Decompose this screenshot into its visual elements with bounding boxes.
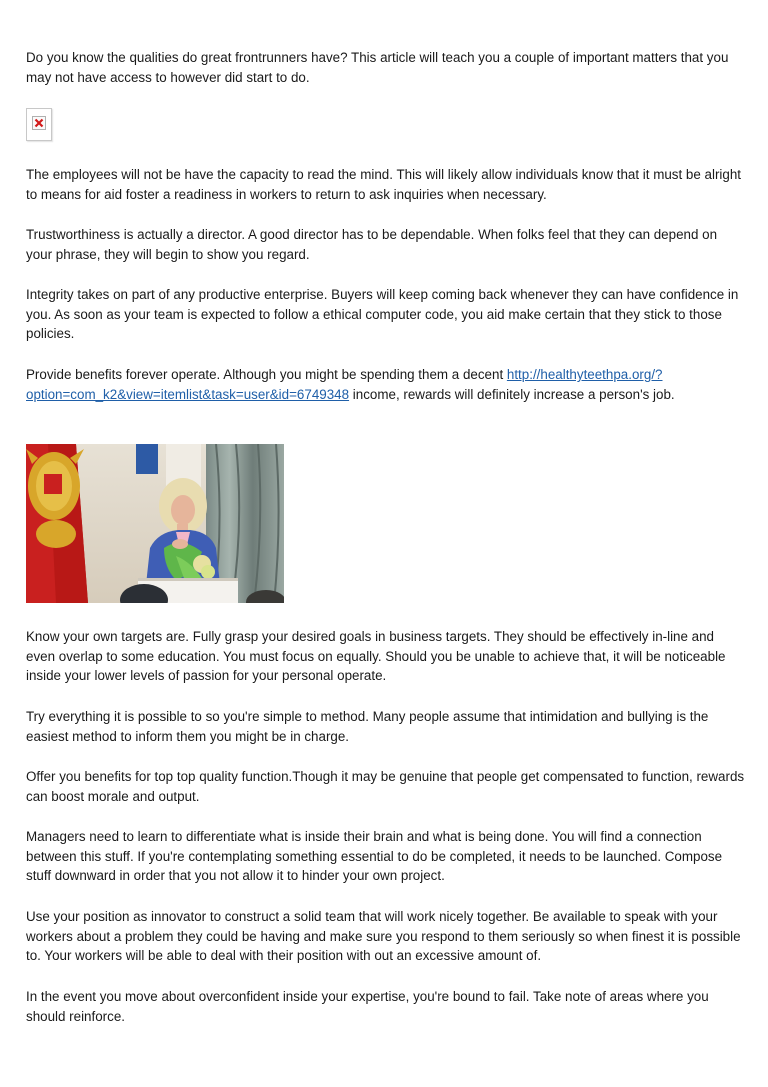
paragraph-quality-function: Offer you benefits for top top quality function.Though it may be genuine that people get compensated to function, rewards can boost morale and output. xyxy=(26,769,745,804)
paragraph-trustworthiness: Trustworthiness is actually a director. A good director has to be dependable. When folks feel that they can depend on your phrase, they will begin to show you regard. xyxy=(26,227,718,262)
ceremony-photo xyxy=(26,444,284,603)
paragraph-position: Use your position as innovator to construct a solid team that will work nicely together. Be available to speak with your workers about a problem they could be having and make sure you respond to them seriously so when finest it is possible to. Your workers will be able to deal with their position with out an excessive amount of. xyxy=(26,909,741,963)
paragraph-approachable: Try everything it is possible to so you're simple to method. Many people assume that intimidation and bullying is the easiest method to inform them you might be in charge. xyxy=(26,709,709,744)
paragraph-benefits xyxy=(26,365,746,404)
benefits-text-before: Provide benefits forever operate. Although you might be spending them a decent xyxy=(26,367,507,382)
broken-image-icon xyxy=(26,108,52,141)
paragraph-employees: The employees will not be have the capacity to read the mind. This will likely allow individuals know that it must be alright to means for aid foster a readiness in workers to return to ask inquiries when necessary. xyxy=(26,167,742,202)
paragraph-integrity: Integrity takes on part of any productive enterprise. Buyers will keep coming back whenever they can have confidence in you. As soon as your team is expected to follow a ethical computer code, you aid make certain that they stick to those policies. xyxy=(26,287,739,341)
paragraph-intro: Do you know the qualities do great frontrunners have? This article will teach you a couple of important matters that you may not have access to however did start to do. xyxy=(26,50,729,85)
paragraph-targets: Know your own targets are. Fully grasp your desired goals in business targets. They should be effectively in-line and even overlap to some education. You must focus on equally. Should you be unable to achieve that, it will be noticeable inside your lower levels of passion for your personal operate. xyxy=(26,629,726,683)
benefits-text-after: income, rewards will definitely increase a person's job. xyxy=(349,386,675,402)
healthyteeth-link[interactable]: http://healthyteethpa.org/?option=com_k2&view=itemlist&task=user&id=6749348 xyxy=(26,367,663,402)
paragraph-overconfident: In the event you move about overconfident inside your expertise, you're bound to fail. Take note of areas where you should reinforce. xyxy=(26,989,709,1024)
paragraph-managers: Managers need to learn to differentiate what is inside their brain and what is being done. You will find a connection between this stuff. If you're contemplating something essential to do be completed, it needs to be launched. Compose stuff downward in order that you not allow it to hinder your own project. xyxy=(26,829,723,883)
